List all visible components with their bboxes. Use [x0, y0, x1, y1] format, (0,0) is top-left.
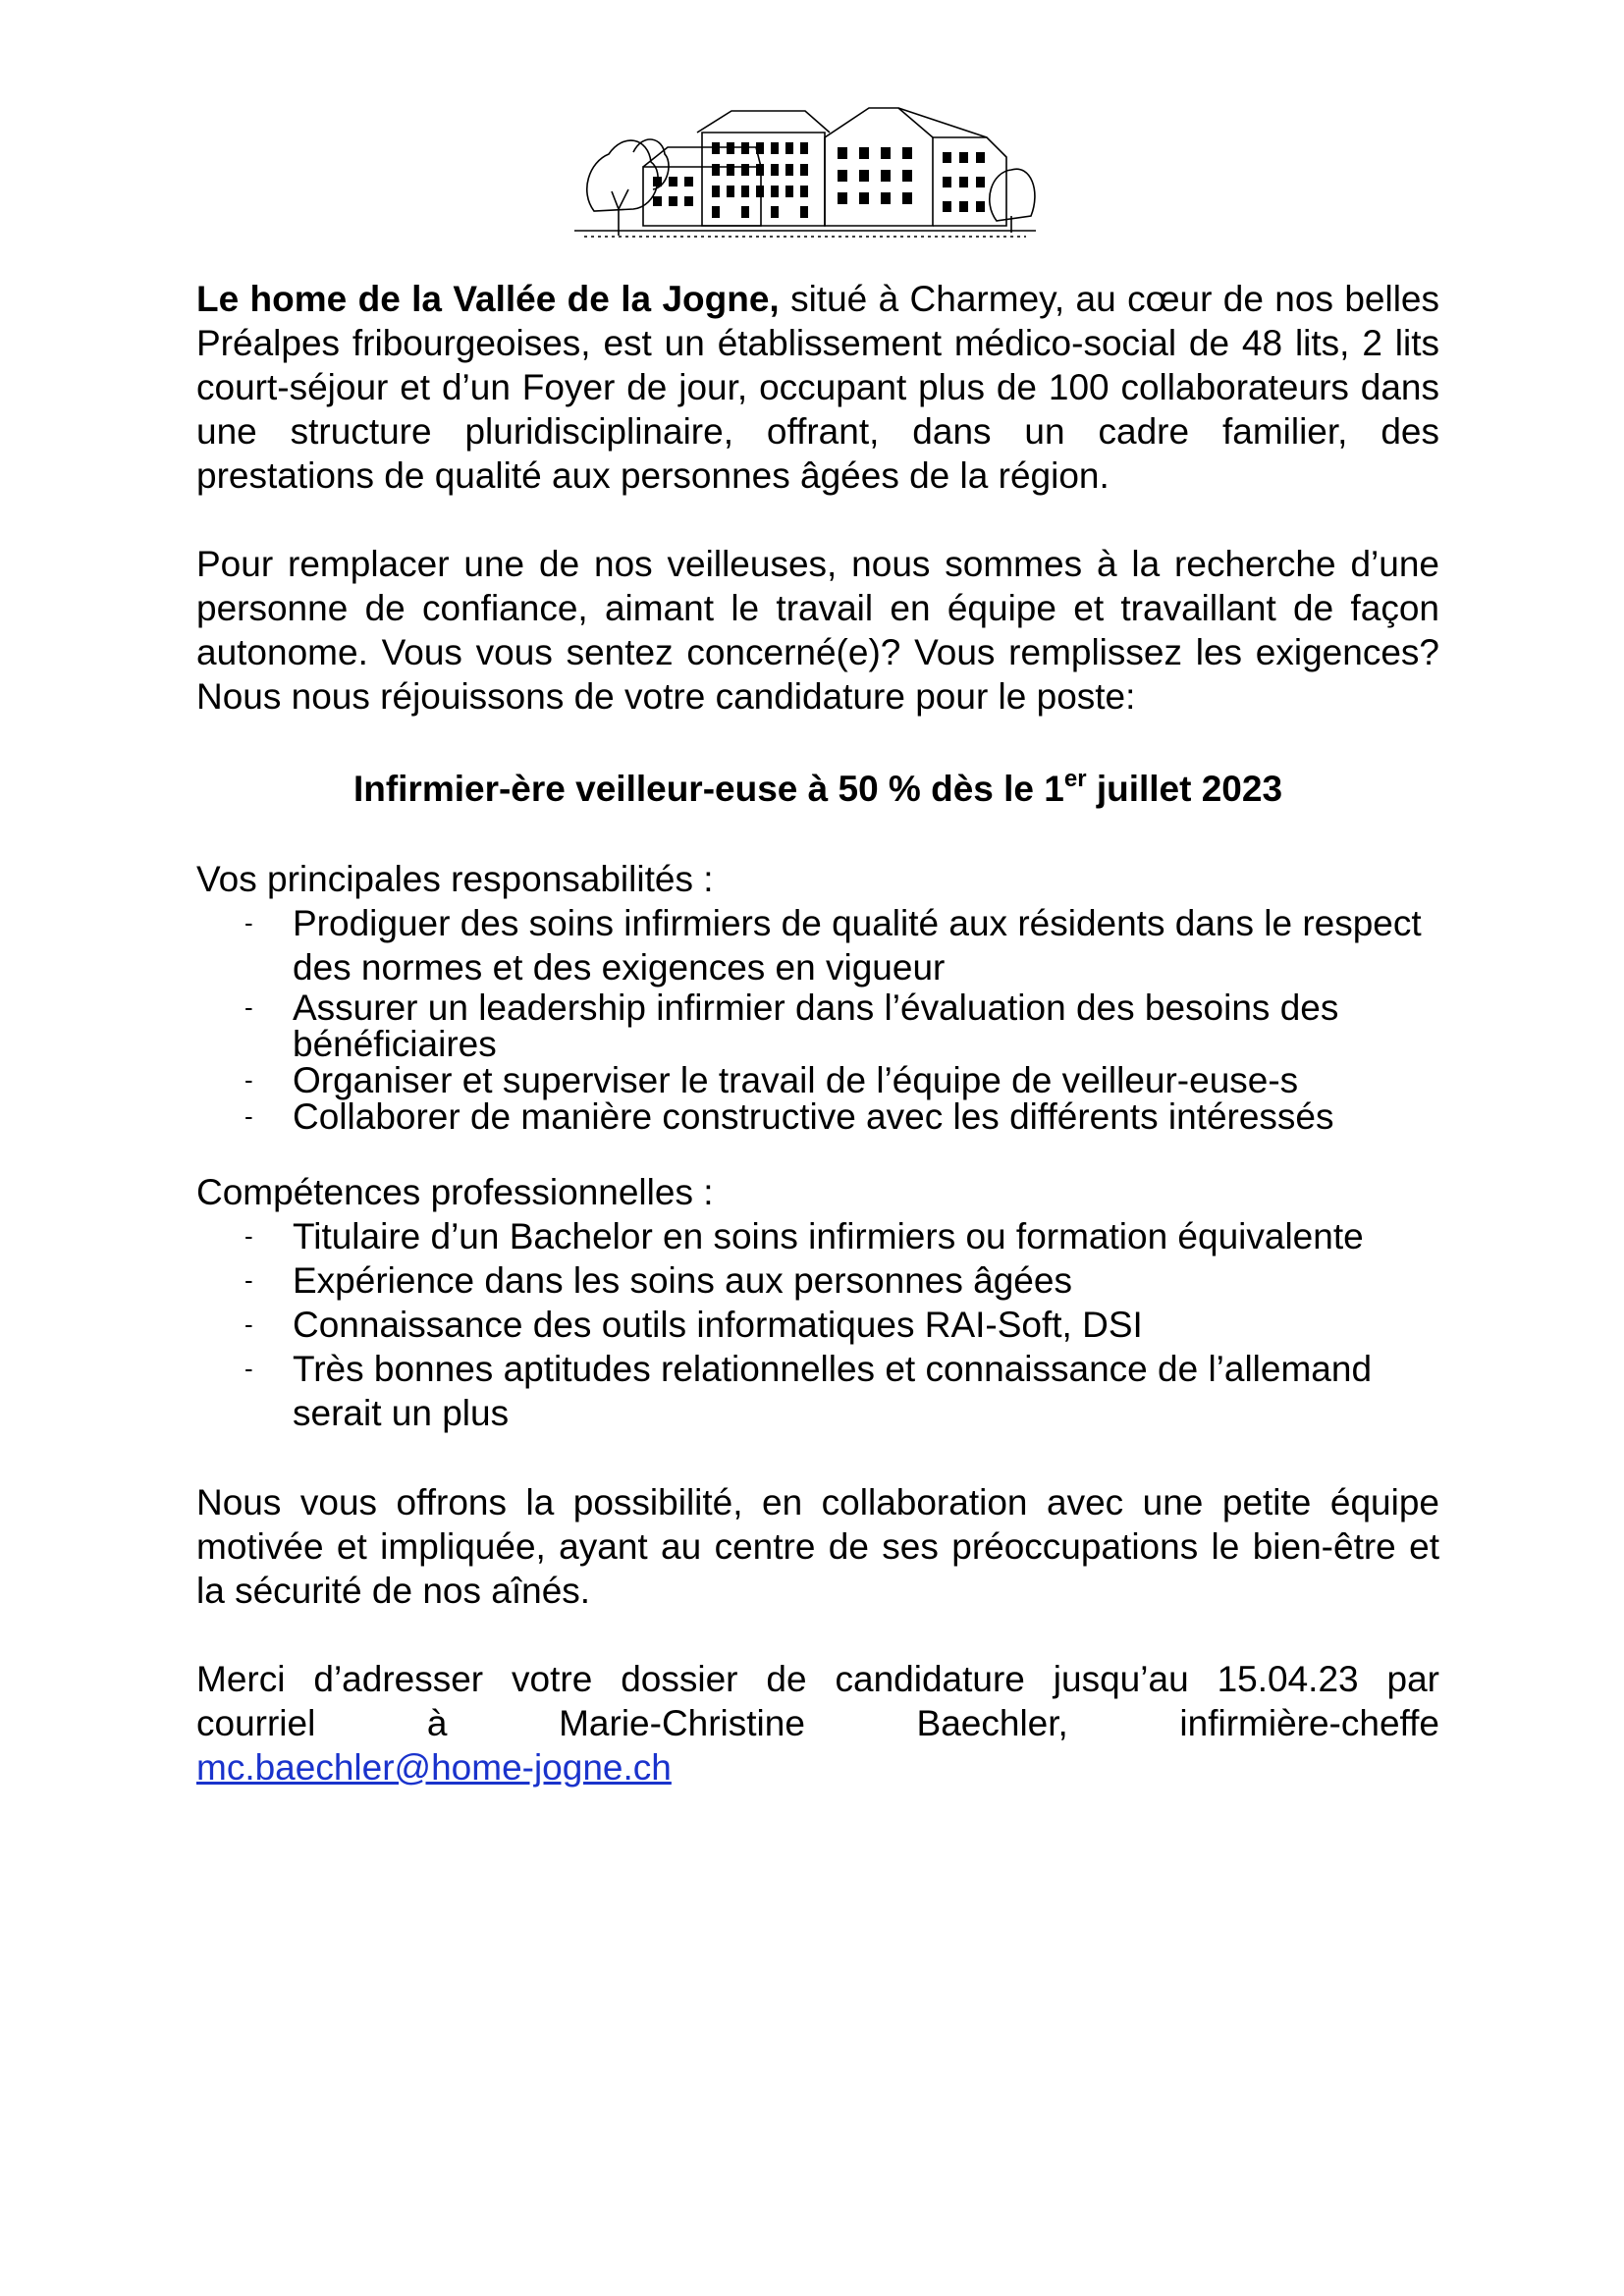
list-item: - Connaissance des outils informatiques RAI-Soft, DSI [240, 1303, 1447, 1347]
list-item: - Titulaire d’un Bachelor en soins infirmiers ou formation équivalente [240, 1214, 1447, 1258]
job-title-main: Infirmier-ère veilleur-euse à 50 % dès le 1 [352, 769, 1064, 809]
intro-text: situé à Charmey, au cœur de nos belles Préalpes fribourgeoises, est un établissement médico-social de 48 lits, 2 lits court-séjour et d’un Foyer de jour, occupant plus de 100 collaborateurs dans une structure pluridisciplinaire, offrant, dans un cadre familier, des prestations de qualité aux personnes âgées de la région. [196, 279, 1439, 496]
list-item: - Collaborer de manière constructive avec les différents intéressés [240, 1098, 1447, 1135]
job-title-end: juillet 2023 [1086, 769, 1283, 809]
intro-paragraph [196, 277, 1439, 498]
contact-paragraph [196, 1657, 1439, 1789]
offer-paragraph [196, 1480, 1439, 1613]
email-link[interactable]: mc.baechler@home-jogne.ch [196, 1747, 672, 1788]
job-title [196, 767, 1439, 811]
list-item: - Expérience dans les soins aux personnes âgées [240, 1258, 1447, 1303]
contact-line-2: courriel à Marie-Christine Baechler, infirmière-cheffe [196, 1703, 1439, 1743]
responsibilities-list [240, 901, 1447, 1135]
offer-text: Nous vous offrons la possibilité, en collaboration avec une petite équipe motivée et impliquée, ayant au centre de ses préoccupations le bien-être et la sécurité de nos aînés. [196, 1482, 1439, 1611]
lead-paragraph [196, 542, 1439, 719]
responsibilities-heading: Vos principales responsabilités : [196, 859, 714, 899]
building-logo-illustration [574, 93, 1041, 240]
skills-list [240, 1214, 1447, 1435]
contact-line-1: Merci d’adresser votre dossier de candidature jusqu’au 15.04.23 par [196, 1659, 1439, 1699]
list-item: - Très bonnes aptitudes relationnelles et connaissance de l’allemand serait un plus [240, 1347, 1447, 1435]
list-item: - Assurer un leadership infirmier dans l’évaluation des besoins des bénéficiaires [240, 989, 1447, 1062]
list-item: - Organiser et superviser le travail de l’équipe de veilleur-euse-s [240, 1062, 1447, 1098]
lead-text: Pour remplacer une de nos veilleuses, nous sommes à la recherche d’une personne de confiance, aimant le travail en équipe et travaillant de façon autonome. Vous vous sentez concerné(e)? Vous remplissez les exigences? Nous nous réjouissons de votre candidature pour le poste: [196, 544, 1439, 717]
skills-heading: Compétences professionnelles : [196, 1172, 714, 1212]
home-name: Le home de la Vallée de la Jogne, [196, 279, 780, 319]
list-item: - Prodiguer des soins infirmiers de qualité aux résidents dans le respect des normes et des exigences en vigueur [240, 901, 1447, 989]
job-title-superscript: er [1063, 765, 1087, 792]
